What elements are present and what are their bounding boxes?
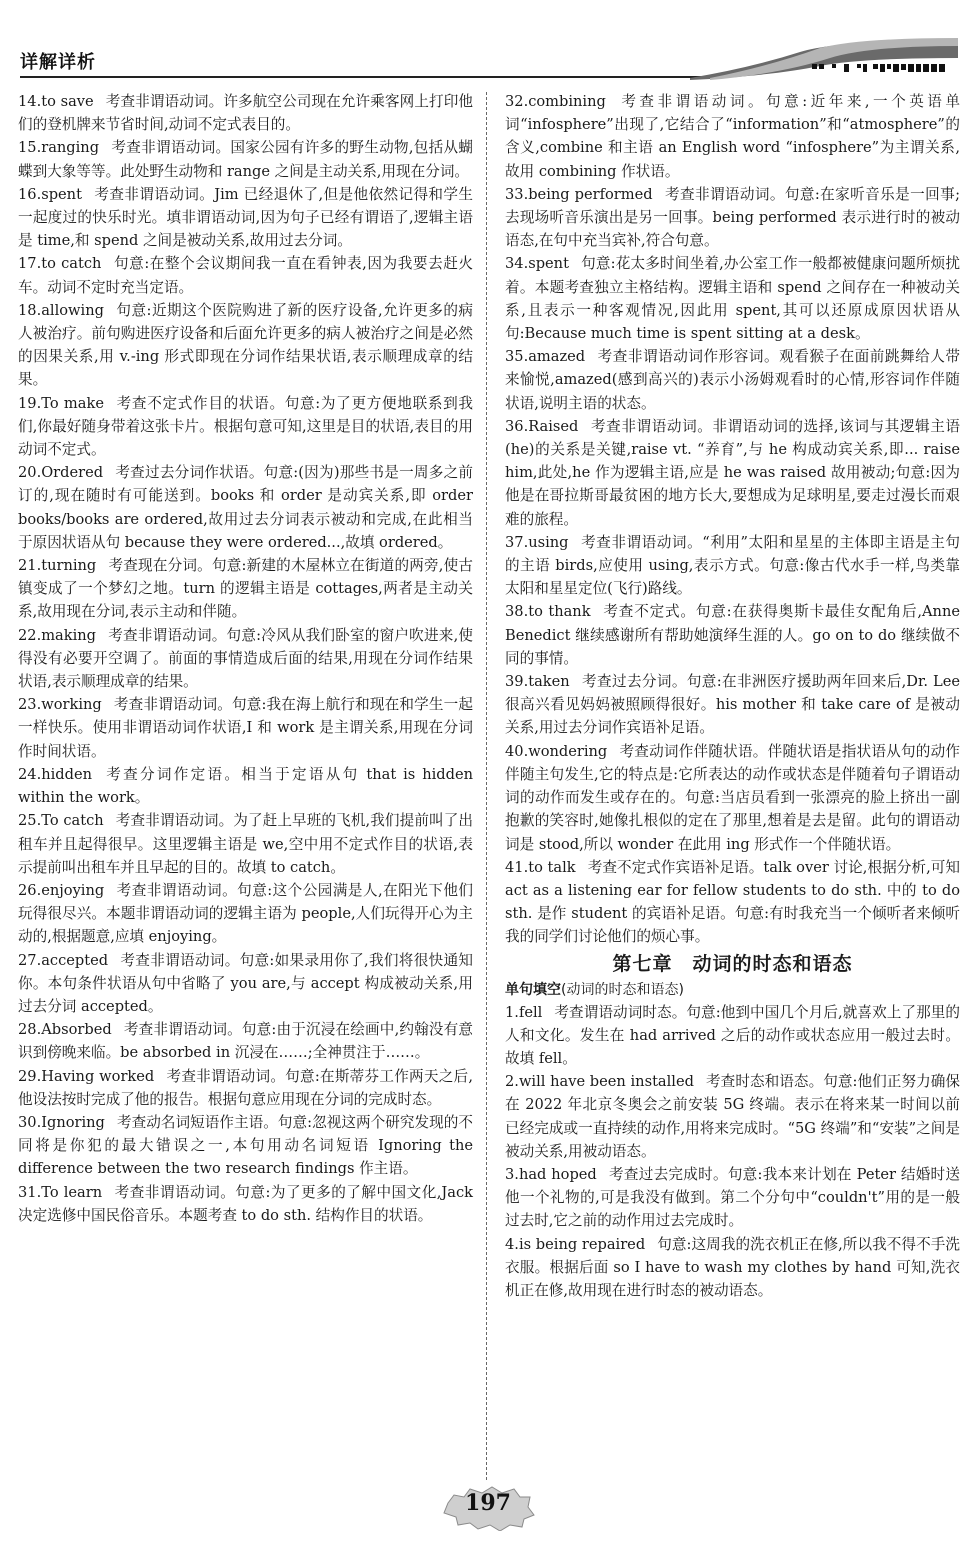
- answer-entry-25: 25.To catch 考查非谓语动词。为了赶上早班的飞机,我们提前叫了出租车并且起得很早。这里逻辑主语是 we,空中用不定式作目的状语,表示提前叫出租车并且早起的目的。故填 to catch。: [18, 812, 473, 876]
- column-divider: [486, 92, 487, 1480]
- header-rule: [20, 76, 720, 78]
- section-label: [505, 979, 960, 1001]
- answer-entry-36: 36.Raised 考查非谓语动词。非谓语动词的选择,该词与其逻辑主语(he)的关系是关键,raise vt. “养育”,与 he 构成动宾关系,即... raise him,此处,he 作为逻辑主语,应是 he was raised 故用被动;句意:因为他是在哥拉斯哥最贫困的地方长大,要想成为足球明星,要走过漫长而艰难的旅程。: [505, 417, 960, 528]
- chapter-entry-1: 1.fell 考查谓语动词时态。句意:他到中国几个月后,就喜欢上了那里的人和文化。发生在 had arrived 之后的动作或状态应用一般过去时。故填 fell。: [505, 1003, 960, 1067]
- answer-entry-41: 41.to talk 考查不定式作宾语补足语。talk over 讨论,根据分析,可知 act as a listening ear for fellow students to do sth. 中的 to do sth. 是作 student 的宾语补足语。句意:有时我充当一个倾听者来倾听我的同学们讨论他们的烦心事。: [505, 858, 960, 946]
- answer-entry-15: 15.ranging 考查非谓语动词。国家公园有许多的野生动物,包括从蝴蝶到大象等等。此处野生动物和 range 之间是主动关系,用现在分词。: [18, 139, 473, 180]
- chapter-entry-2: 2.will have been installed 考查时态和语态。句意:他们正努力确保在 2022 年北京冬奥会之前安装 5G 终端。表示在将来某一时间以前已经完成或一直持续的动作,用将来完成时。“5G 终端”和“安装”之间是被动关系,用被动语态。: [505, 1073, 960, 1160]
- section-label-bold: 单句填空: [505, 981, 561, 998]
- answer-entry-34: 34.spent 句意:花太多时间坐着,办公室工作一般都被健康问题所烦扰着。本题考查独立主格结构。逻辑主语和 spend 之间存在一种被动关系,且表示一种客观情况,因此用 spent,其可以还原成原因状语从句:Because much time is spent sitting at a desk。: [505, 255, 960, 343]
- answer-entry-29: 29.Having worked 考查非谓语动词。句意:在斯蒂芬工作两天之后,他设法按时完成了他的报告。根据句意应用现在分词的完成时态。: [18, 1067, 474, 1108]
- right-column: [505, 90, 960, 1302]
- answer-entry-17: 17.to catch 句意:在整个会议期间我一直在看钟表,因为我要去赶火车。动词不定时充当定语。: [18, 255, 473, 296]
- answer-entry-16: 16.spent 考查非谓语动词。Jim 已经退休了,但是他依然记得和学生一起度过的快乐时光。填非谓语动词,因为句子已经有谓语了,逻辑主语是 time,和 spend 之间是被动关系,故用过去分词。: [18, 185, 473, 250]
- answer-entry-18: 18.allowing 句意:近期这个医院购进了新的医疗设备,允许更多的病人被治疗。前句购进医疗设备和后面允许更多的病人被治疗之间是必然的因果关系,用 v.-ing 形式即现在分词作结果状语,表示顺理成章的结果。: [18, 301, 473, 389]
- answer-entry-38: 38.to thank 考查不定式。句意:在获得奥斯卡最佳女配角后,Anne Benedict 继续感谢所有帮助她演绎生涯的人。go on to do 继续做不同的事情。: [505, 603, 960, 667]
- answer-entry-21: 21.turning 考查现在分词。句意:新建的木屋林立在街道的两旁,使古镇变成了一个梦幻之地。turn 的逻辑主语是 cottages,两者是主动关系,故用现在分词,表示主动和伴随。: [18, 557, 473, 621]
- answer-entry-39: 39.taken 考查过去分词。句意:在非洲医疗援助两年回来后,Dr. Lee 很高兴看见妈妈被照顾得很好。his mother 和 take care of 是被动关系,用过去分词作宾语补足语。: [505, 673, 960, 737]
- answer-entry-14: 14.to save 考查非谓语动词。许多航空公司现在允许乘客网上打印他们的登机牌来节省时间,动词不定式表目的。: [18, 93, 473, 134]
- chapter-entry-4: 4.is being repaired 句意:这周我的洗衣机正在修,所以我不得不手洗衣服。根据后面 so I have to wash my clothes by hand 可知,洗衣机正在修,故用现在进行时态的被动语态。: [505, 1235, 960, 1299]
- answer-entry-35: 35.amazed 考查非谓语动词作形容词。观看猴子在面前跳舞给人带来愉悦,amazed(感到高兴的)表示小汤姆观看时的心情,形容词作伴随状语,说明主语的状态。: [505, 348, 960, 412]
- left-column: [18, 90, 473, 1227]
- answer-entry-27: 27.accepted 考查非谓语动词。句意:如果录用你了,我们将很快通知你。本句条件状语从句中省略了 you are,与 accept 构成被动关系,用过去分词 accepted。: [18, 951, 473, 1015]
- answer-entry-24: 24.hidden 考查分词作定语。相当于定语从句 that is hidden within the work。: [18, 765, 473, 807]
- answer-entry-28: 28.Absorbed 考查非谓语动词。句意:由于沉浸在绘画中,约翰没有意识到傍晚来临。be absorbed in 沉浸在……;全神贯注于……。: [18, 1021, 473, 1062]
- answer-entry-37: 37.using 考查非谓语动词。“利用”太阳和星星的主体即主语是主句的主语 birds,应使用 using,表示方式。句意:像古代水手一样,鸟类靠太阳和星星定位(飞行)路线。: [505, 533, 960, 598]
- page-header: [0, 0, 974, 92]
- answer-entry-33: 33.being performed 考查非谓语动词。句意:在家听音乐是一回事;去现场听音乐演出是另一回事。being performed 表示进行时的被动语态,在句中充当宾补,符合句意。: [505, 185, 960, 250]
- header-decoration: [690, 38, 958, 86]
- header-title: 详解详析: [20, 52, 96, 73]
- page-number: 197: [465, 1490, 511, 1516]
- answer-entry-26: 26.enjoying 考查非谓语动词。句意:这个公园满是人,在阳光下他们玩得很尽兴。本题非谓语动词的逻辑主语为 people,人们玩得开心为主动的,根据题意,应填 enjoying。: [18, 881, 473, 946]
- answer-entry-40: 40.wondering 考查动词作伴随状语。伴随状语是指状语从句的动作伴随主句发生,它的特点是:它所表达的动作或状态是伴随着句子谓语动词的动作而发生或存在的。句意:当店员看到一张漂亮的脸上挤出一副抱歉的笑容时,她像扎根似的定在了那里,想着是去是留。此句的谓语动词是 stood,所以 wonder 在此用 ing 形式作一个伴随状语。: [505, 742, 960, 853]
- chapter-entry-3: 3.had hoped 考查过去完成时。句意:我本来计划在 Peter 结婚时送他一个礼物的,可是我没有做到。第二个分句中“couldn't”用的是一般过去时,它之前的动作用过去完成时。: [505, 1165, 960, 1230]
- answer-entry-23: 23.working 考查非谓语动词。句意:我在海上航行和现在和学生一起一样快乐。使用非谓语动词作状语,I 和 work 是主谓关系,用现在分词作时间状语。: [18, 696, 473, 760]
- answer-entry-30: 30.Ignoring 考查动名词短语作主语。句意:忽视这两个研究发现的不同将是你犯的最大错误之一,本句用动名词短语 Ignoring the difference between the two research findings 作主语。: [18, 1113, 473, 1178]
- answer-entry-20: 20.Ordered 考查过去分词作状语。句意:(因为)那些书是一周多之前订的,现在随时有可能送到。books 和 order 是动宾关系,即 order books/books are ordered,故用过去分词表示被动和完成,在此相当于原因状语从句 because they were ordered...,故填 ordered。: [18, 464, 473, 551]
- answer-entry-22: 22.making 考查非谓语动词。句意:冷风从我们卧室的窗户吹进来,使得没有必要开空调了。前面的事情造成后面的结果,用现在分词作结果状语,表示顺理成章的结果。: [18, 626, 473, 691]
- header-pixel-pattern: [812, 64, 945, 72]
- chapter-title: 第七章 动词的时态和语态: [612, 952, 853, 975]
- answer-entry-31: 31.To learn 考查非谓语动词。句意:为了更多的了解中国文化,Jack 决定选修中国民俗音乐。本题考查 to do sth. 结构作目的状语。: [18, 1183, 473, 1224]
- answer-entry-32: 32.combining 考查非谓语动词。句意:近年来,一个英语单词“infosphere”出现了,它结合了“information”和“atmosphere”的含义,combine 和主语 an English word “infosphere”为主谓关系,故用 combining 作状语。: [505, 93, 960, 180]
- answer-entry-19: 19.To make 考查不定式作目的状语。句意:为了更方便地联系到我们,你最好随身带着这张卡片。根据句意可知,这里是目的状语,表目的用动词不定式。: [18, 394, 473, 459]
- section-label-rest: (动词的时态和语态): [561, 981, 684, 998]
